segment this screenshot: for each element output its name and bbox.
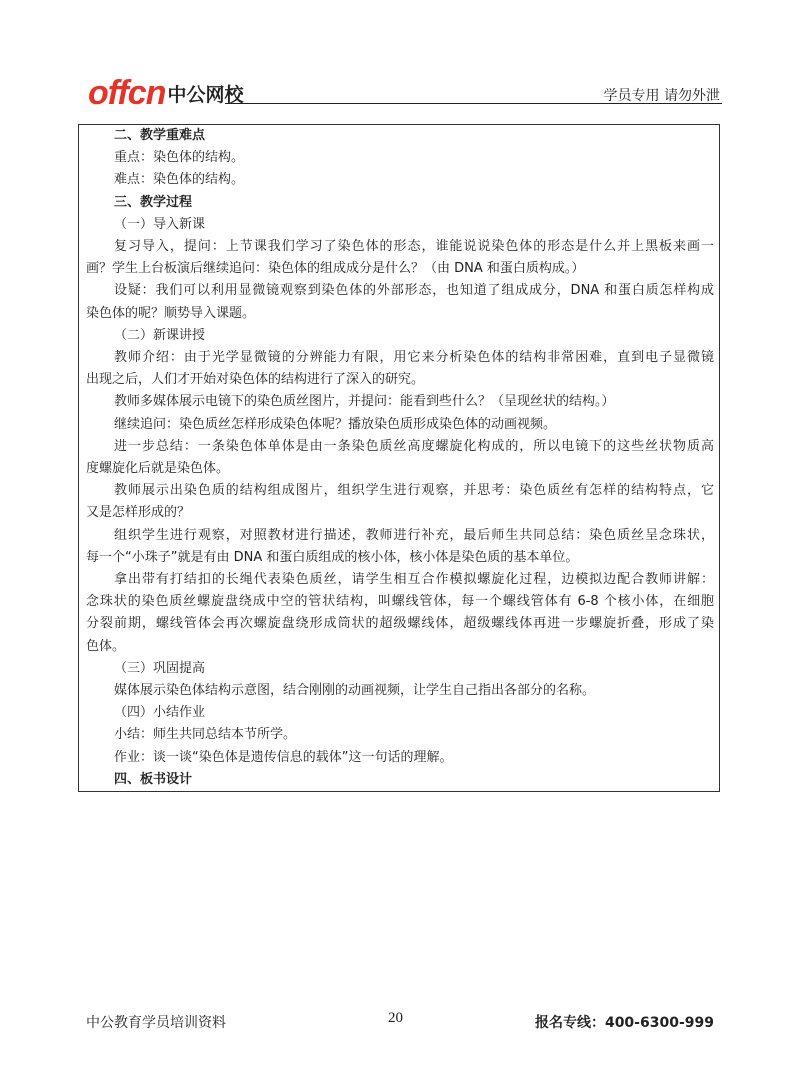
paragraph-line: 念珠状的染色质丝螺旋盘绕成中空的管状结构，叫螺线管体，每一个螺线管体有 6-8 个核小体，在细胞 (86, 594, 714, 610)
header-notice: 学员专用 请勿外泄 (603, 88, 720, 104)
paragraph-line: 又是怎样形成的？ (86, 505, 191, 521)
paragraph-line: 复习导入，提问：上节课我们学习了染色体的形态，谁能说说染色体的形态是什么并上黑板来画一 (114, 239, 714, 255)
page-header (0, 0, 800, 110)
paragraph-line: 出现之后，人们才开始对染色体的结构进行了深入的研究。 (86, 372, 425, 388)
paragraph-line: 进一步总结：一条染色体单体是由一条染色质丝高度螺旋化构成的，所以电镜下的这些丝状物质高 (114, 438, 714, 454)
subsection-title-new-lesson: （二）新课讲授 (114, 327, 206, 343)
page-number: 20 (388, 1010, 403, 1026)
paragraph-line: 分裂前期，螺线管体会再次螺旋盘绕形成筒状的超级螺线体，超级螺线体再进一步螺旋折叠，形成了染 (86, 616, 714, 632)
paragraph-line: 教师介绍：由于光学显微镜的分辨能力有限，用它来分析染色体的结构非常困难，直到电子显微镜 (114, 350, 714, 366)
paragraph-line: 染色体的呢？顺势导入课题。 (86, 305, 256, 321)
subsection-title-intro: （一）导入新课 (114, 216, 206, 232)
paragraph-line: 教师展示出染色质的结构组成图片，组织学生进行观察，并思考：染色质丝有怎样的结构特点，它 (114, 483, 714, 499)
page-footer (0, 1010, 800, 1040)
lesson-content (86, 125, 714, 791)
offcn-logo (88, 74, 244, 112)
paragraph-line: 设疑：我们可以利用显微镜观察到染色体的外部形态，也知道了组成成分，DNA 和蛋白质怎样构成 (114, 283, 714, 299)
footer-source: 中公教育学员培训资料 (86, 1015, 226, 1031)
logo-chinese-name: 中公网校 (167, 84, 244, 106)
paragraph-line: 拿出带有打结扣的长绳代表染色质丝，请学生相互合作模拟螺旋化过程，边模拟边配合教师讲解： (114, 572, 714, 588)
key-point-text: 重点：染色体的结构。 (114, 150, 245, 166)
subsection-title-summary: （四）小结作业 (114, 705, 206, 721)
paragraph-line: 度螺旋化后就是染色体。 (86, 461, 230, 477)
difficulty-text: 难点：染色体的结构。 (114, 172, 245, 188)
paragraph-line: 色体。 (86, 638, 126, 654)
paragraph-line: 每一个“小珠子”就是有由 DNA 和蛋白质组成的核小体，核小体是染色质的基本单位。 (86, 549, 579, 565)
section-title-board-design: 四、板书设计 (114, 771, 193, 787)
section-title-key-points: 二、教学重难点 (114, 128, 206, 143)
footer-hotline: 报名专线：400-6300-999 (534, 1015, 714, 1031)
paragraph-line: 画？学生上台板演后继续追问：染色体的组成成分是什么？（由 DNA 和蛋白质构成。） (86, 261, 585, 277)
paragraph-line: 小结：师生共同总结本节所学。 (114, 727, 297, 743)
paragraph-line: 媒体展示染色体结构示意图，结合刚刚的动画视频，让学生自己指出各部分的名称。 (114, 683, 596, 699)
paragraph-line: 作业：谈一谈“染色体是遗传信息的载体”这一句话的理解。 (114, 749, 453, 765)
paragraph-line: 教师多媒体展示电镜下的染色质丝图片，并提问：能看到些什么？（呈现丝状的结构。） (114, 394, 615, 410)
subsection-title-consolidate: （三）巩固提高 (114, 660, 206, 676)
paragraph-line: 组织学生进行观察，对照教材进行描述，教师进行补充，最后师生共同总结：染色质丝呈念珠状， (114, 527, 714, 543)
paragraph-line: 继续追问：染色质丝怎样形成染色体呢？播放染色质形成染色体的动画视频。 (114, 416, 557, 432)
logo-wordmark: offcn (88, 74, 166, 112)
section-title-process: 三、教学过程 (114, 194, 193, 210)
